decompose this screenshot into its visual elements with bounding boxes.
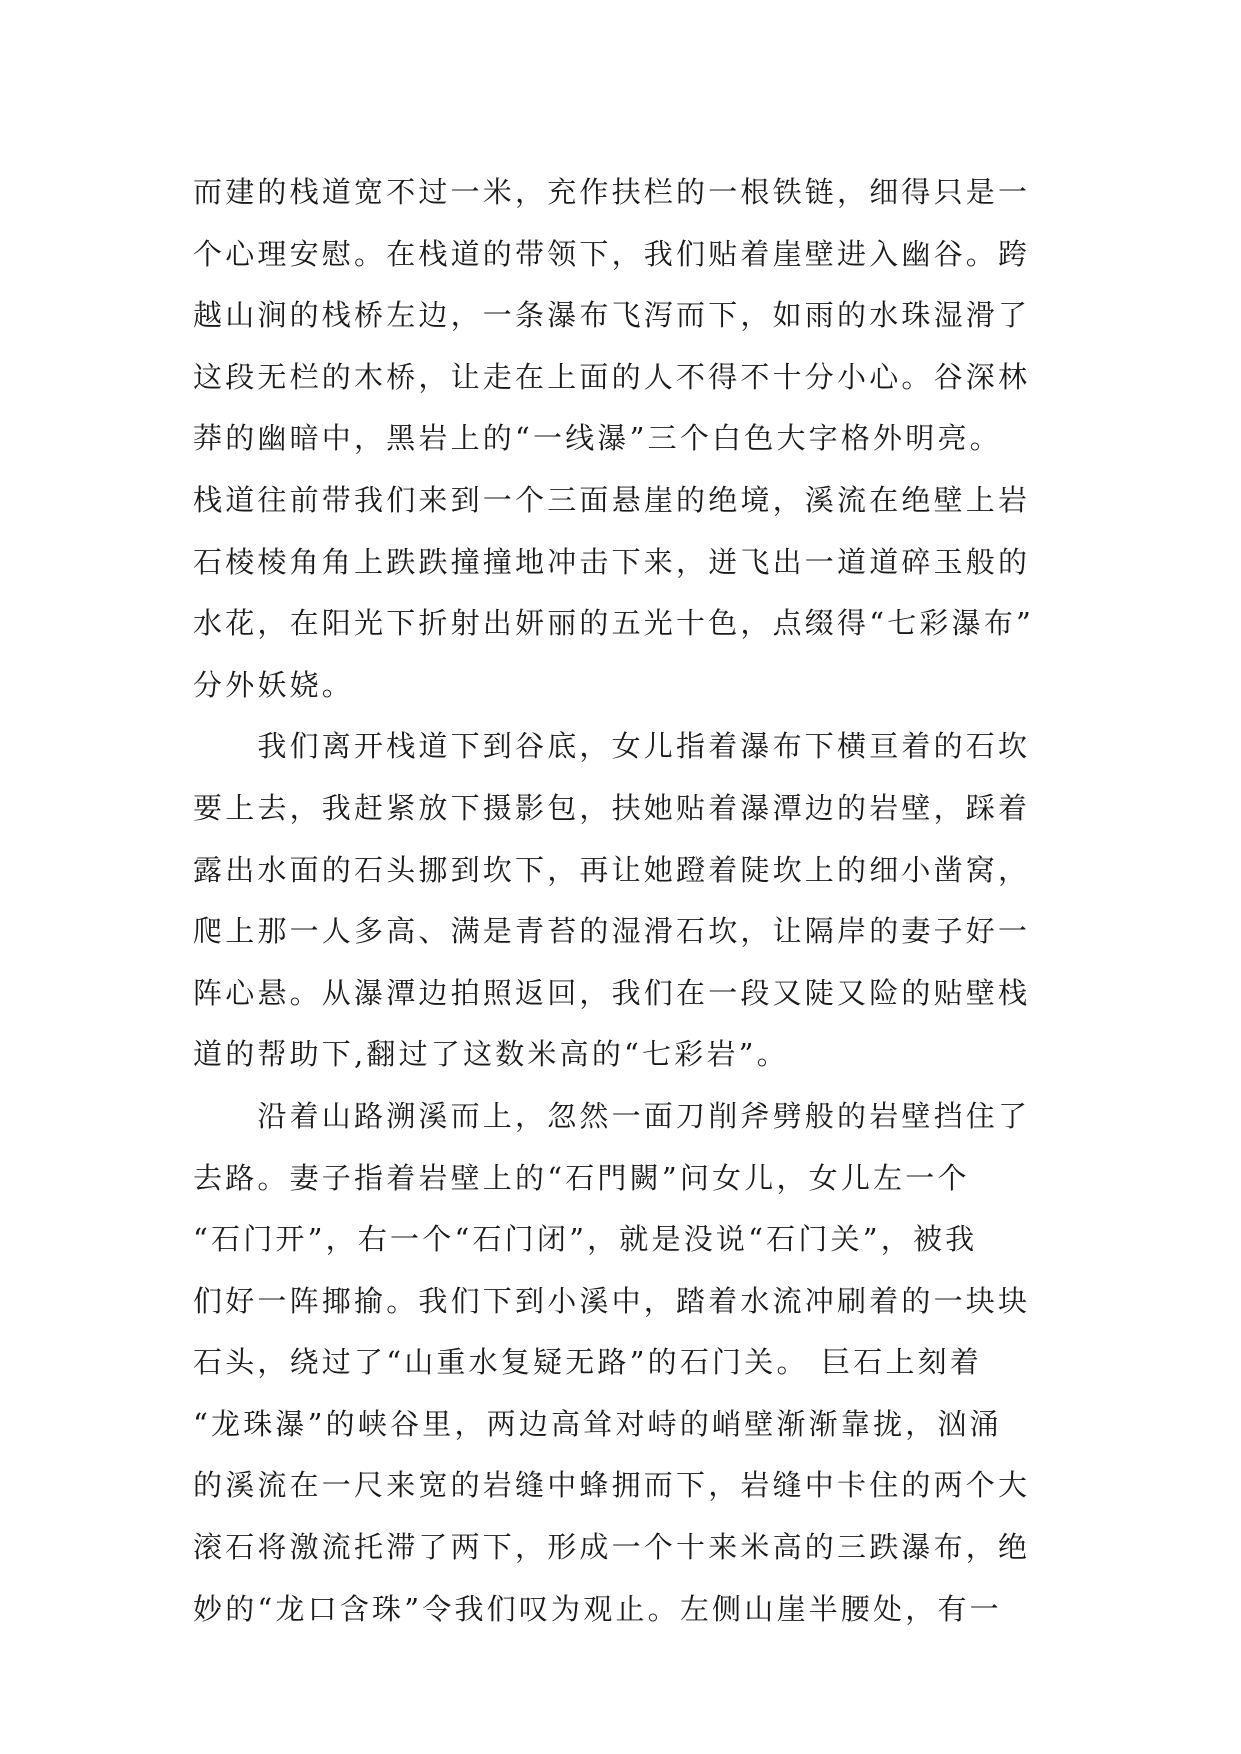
text-line: 们好一阵揶揄。我们下到小溪中，踏着水流冲刷着的一块块	[193, 1283, 1031, 1318]
text-line: 这段无栏的木桥，让走在上面的人不得不十分小心。谷深林	[193, 359, 1031, 394]
text-line: 石棱棱角角上跌跌撞撞地冲击下来，迸飞出一道道碎玉般的	[193, 544, 1031, 579]
text-line: 分外妖娆。	[193, 667, 355, 702]
text-line: 沿着山路溯溪而上，忽然一面刀削斧劈般的岩壁挡住了	[193, 1098, 1031, 1133]
text-line: 去路。妻子指着岩壁上的“石門闕”问女儿，女儿左一个	[193, 1160, 970, 1195]
text-line: 我们离开栈道下到谷底，女儿指着瀑布下横亘着的石坎	[193, 729, 1031, 764]
text-line: 的溪流在一尺来宽的岩缝中蜂拥而下，岩缝中卡住的两个大	[193, 1468, 1031, 1503]
text-line: 石头，绕过了“山重水复疑无路”的石门关。 巨石上刻着	[193, 1345, 983, 1380]
body-text	[193, 162, 1053, 1640]
text-line: 水花，在阳光下折射出妍丽的五光十色，点缀得“七彩瀑布”	[193, 606, 1035, 641]
text-line: 妙的“龙口含珠”令我们叹为观止。左侧山崖半腰处，有一	[193, 1591, 1002, 1626]
text-line: 阵心悬。从瀑潭边拍照返回，我们在一段又陡又险的贴壁栈	[193, 975, 1031, 1010]
text-line: “石门开”，右一个“石门闭”，就是没说“石门关”，被我	[193, 1222, 978, 1257]
text-line: 莽的幽暗中，黑岩上的“一线瀑”三个白色大字格外明亮。	[193, 421, 1002, 456]
text-line: 露出水面的石头挪到坎下，再让她蹬着陡坎上的细小凿窝，	[193, 852, 1031, 887]
text-line: 爬上那一人多高、满是青苔的湿滑石坎，让隔岸的妻子好一	[193, 914, 1031, 949]
text-line: “龙珠瀑”的峡谷里，两边高耸对峙的峭壁渐渐靠拢，汹涌	[193, 1406, 1002, 1441]
text-line: 个心理安慰。在栈道的带领下，我们贴着崖壁进入幽谷。跨	[193, 236, 1031, 271]
text-line: 道的帮助下,翻过了这数米高的“七彩岩”。	[193, 1037, 789, 1072]
text-line: 要上去，我赶紧放下摄影包，扶她贴着瀑潭边的岩壁，踩着	[193, 790, 1031, 825]
text-line: 栈道往前带我们来到一个三面悬崖的绝境，溪流在绝壁上岩	[193, 482, 1031, 517]
text-line: 而建的栈道宽不过一米，充作扶栏的一根铁链，细得只是一	[193, 175, 1031, 209]
text-line: 滚石将激流托滞了两下，形成一个十来米高的三跌瀑布，绝	[193, 1530, 1031, 1565]
text-line: 越山涧的栈桥左边，一条瀑布飞泻而下，如雨的水珠湿滑了	[193, 298, 1031, 333]
